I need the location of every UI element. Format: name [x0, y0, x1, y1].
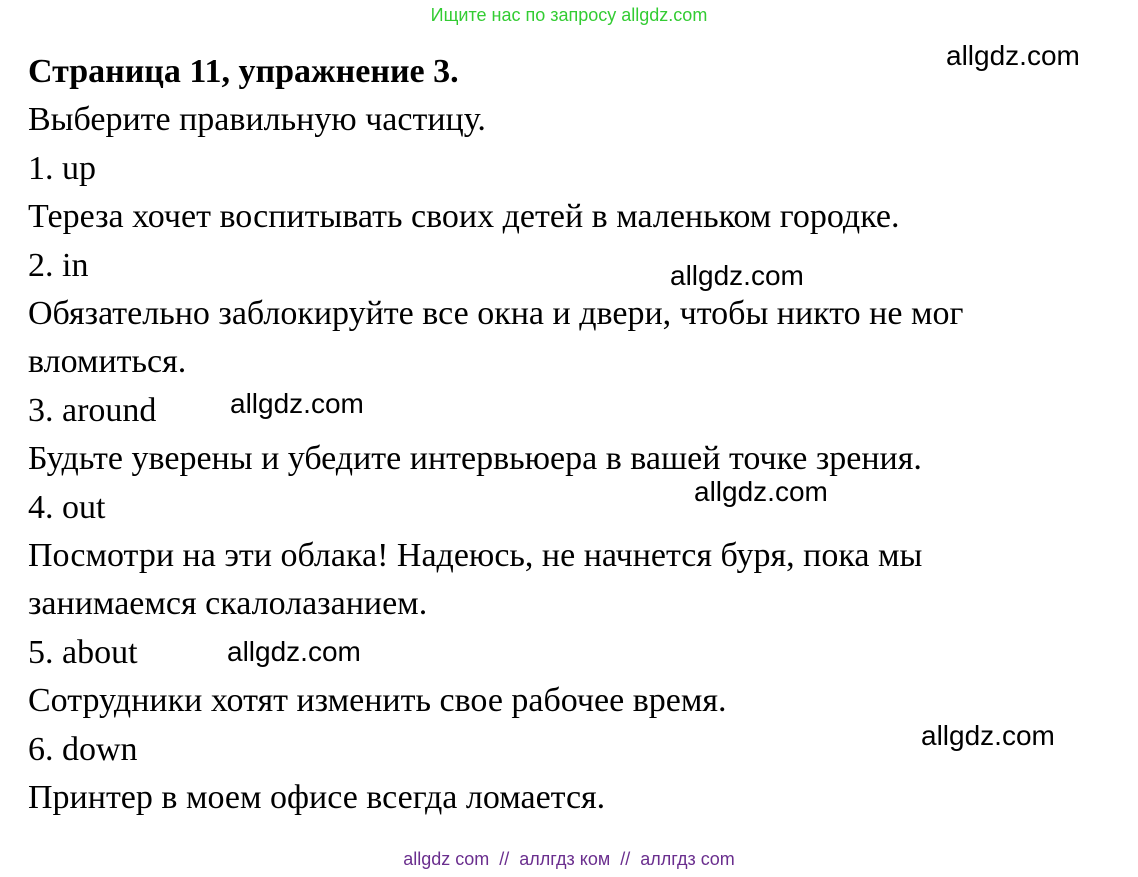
answer-item: 4. out: [28, 488, 106, 526]
page-title: Страница 11, упражнение 3.: [28, 53, 459, 90]
answer-item: 6. down: [28, 730, 138, 768]
translation-text: Посмотри на эти облака! Надеюсь, не начнется буря, пока мы занимаемся скалолазанием.: [28, 537, 923, 623]
answer-item: 5. about: [28, 633, 138, 671]
exercise-instruction: Выберите правильную частицу.: [28, 101, 486, 139]
footer-link[interactable]: аллгдз ком: [519, 849, 611, 869]
translation-text: Тереза хочет воспитывать своих детей в маленьком городке.: [28, 198, 900, 236]
search-banner-link[interactable]: Ищите нас по запросу allgdz.com: [430, 5, 708, 25]
watermark-text: allgdz.com: [694, 476, 828, 507]
exercise-content: [28, 48, 1118, 823]
watermark-text: allgdz.com: [921, 720, 1055, 751]
watermark-text: allgdz.com: [227, 636, 361, 667]
watermark-text: allgdz.com: [230, 388, 364, 419]
answer-item: 2. in: [28, 246, 89, 284]
footer-link[interactable]: аллгдз com: [640, 849, 735, 869]
footer-separator: //: [499, 849, 510, 869]
watermark-text: allgdz.com: [946, 40, 1080, 71]
footer-separator: //: [620, 849, 631, 869]
translation-text: Обязательно заблокируйте все окна и двери, чтобы никто не мог вломиться.: [28, 295, 964, 381]
answer-item: 3. around: [28, 391, 157, 429]
watermark-text: allgdz.com: [670, 260, 804, 291]
answer-item: 1. up: [28, 149, 96, 187]
translation-text: Сотрудники хотят изменить свое рабочее время.: [28, 682, 727, 720]
translation-text: Принтер в моем офисе всегда ломается.: [28, 779, 606, 817]
footer-links: [0, 848, 1138, 870]
translation-text: Будьте уверены и убедите интервьюера в вашей точке зрения.: [28, 440, 922, 478]
footer-link[interactable]: allgdz com: [403, 849, 490, 869]
